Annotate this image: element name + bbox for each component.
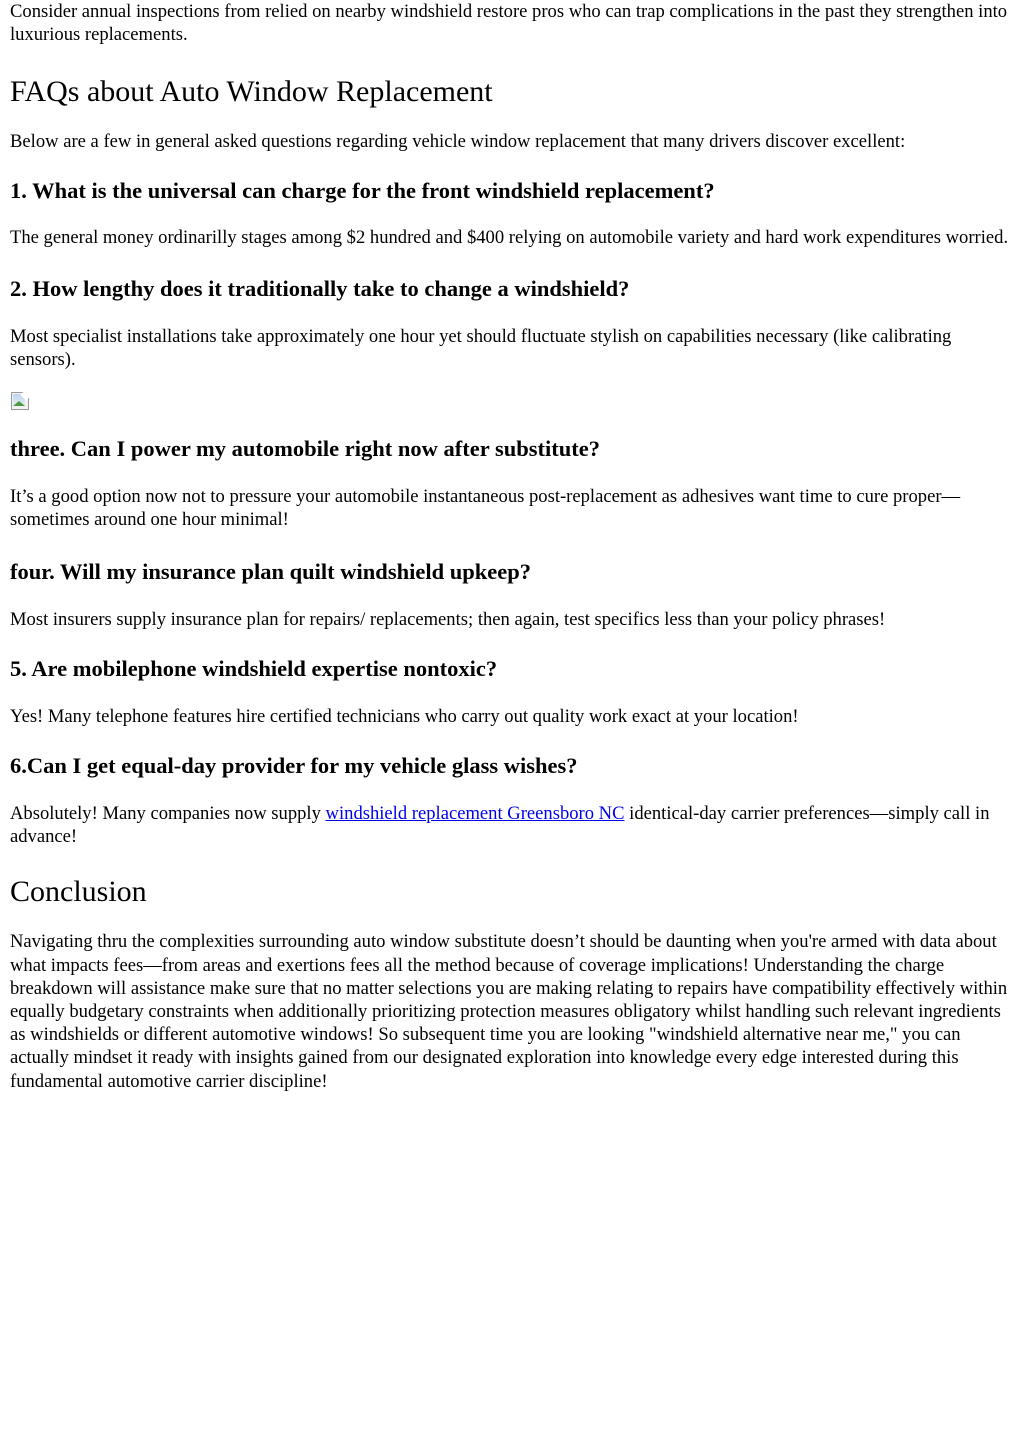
- broken-image-icon: [10, 391, 30, 411]
- intro-paragraph: Consider annual inspections from relied on nearby windshield restore pros who can trap complications in the past they strengthen into luxurious replacements.: [10, 1, 1008, 46]
- faq-answer-6-text-before: Absolutely! Many companies now supply: [10, 803, 326, 825]
- faq-question-1: 1. What is the universal can charge for the front windshield replacement?: [10, 177, 715, 203]
- faq-question-4: four. Will my insurance plan quilt windshield upkeep?: [10, 558, 531, 584]
- faq-answer-3: It’s a good option now not to pressure your automobile instantaneous post-replacement as adhesives want time to cure proper—sometimes around one hour minimal!: [10, 486, 961, 531]
- faq-answer-2: Most specialist installations take approximately one hour yet should fluctuate stylish on capabilities necessary (like calibrating sensors).: [10, 325, 952, 371]
- faq-answer-6-text-after: identical-day carrier preferences—simply call in advance!: [10, 803, 990, 848]
- faq-heading: FAQs about Auto Window Replacement: [10, 75, 493, 109]
- faq-answer-5: Yes! Many telephone features hire certified technicians who carry out quality work exact at your location!: [10, 705, 799, 727]
- faq-answer-6: [10, 802, 1014, 848]
- faq-question-5: 5. Are mobilephone windshield expertise nontoxic?: [10, 655, 498, 681]
- conclusion-heading: Conclusion: [10, 875, 147, 909]
- faq-answer-1: The general money ordinarilly stages among $2 hundred and $400 relying on automobile variety and hard work expenditures worried.: [10, 226, 1009, 248]
- faq-question-3: three. Can I power my automobile right now after substitute?: [10, 436, 600, 462]
- windshield-replacement-greensboro-link[interactable]: windshield replacement Greensboro NC: [325, 803, 625, 825]
- faq-question-2: 2. How lengthy does it traditionally take to change a windshield?: [10, 275, 630, 301]
- conclusion-paragraph: Navigating thru the complexities surrounding auto window substitute doesn’t should be daunting when you're armed with data about what impacts fees—from areas and exertions fees all the method because of coverage implications! Understanding the charge breakdown will assistance make sure that no matter selections you are making relating to repairs have compatibility effectively within equally budgetary constraints when additionally prioritizing protection measures obligatory whilst handling such relevant ingredients as windshields or different automotive windows! So subsequent time you are looking "windshield alternative near me," you can actually mindset it ready with insights gained from our designated exploration into knowledge every edge interested during this fundamental automotive carrier discipline!: [10, 931, 1008, 1092]
- faq-question-6: 6.Can I get equal-day provider for my vehicle glass wishes?: [10, 753, 578, 779]
- broken-image: [10, 391, 1014, 413]
- faq-answer-4: Most insurers supply insurance plan for repairs/ replacements; then again, test specifics less than your policy phrases!: [10, 608, 886, 630]
- faq-lead-paragraph: Below are a few in general asked questions regarding vehicle window replacement that many drivers discover excellent:: [10, 131, 906, 153]
